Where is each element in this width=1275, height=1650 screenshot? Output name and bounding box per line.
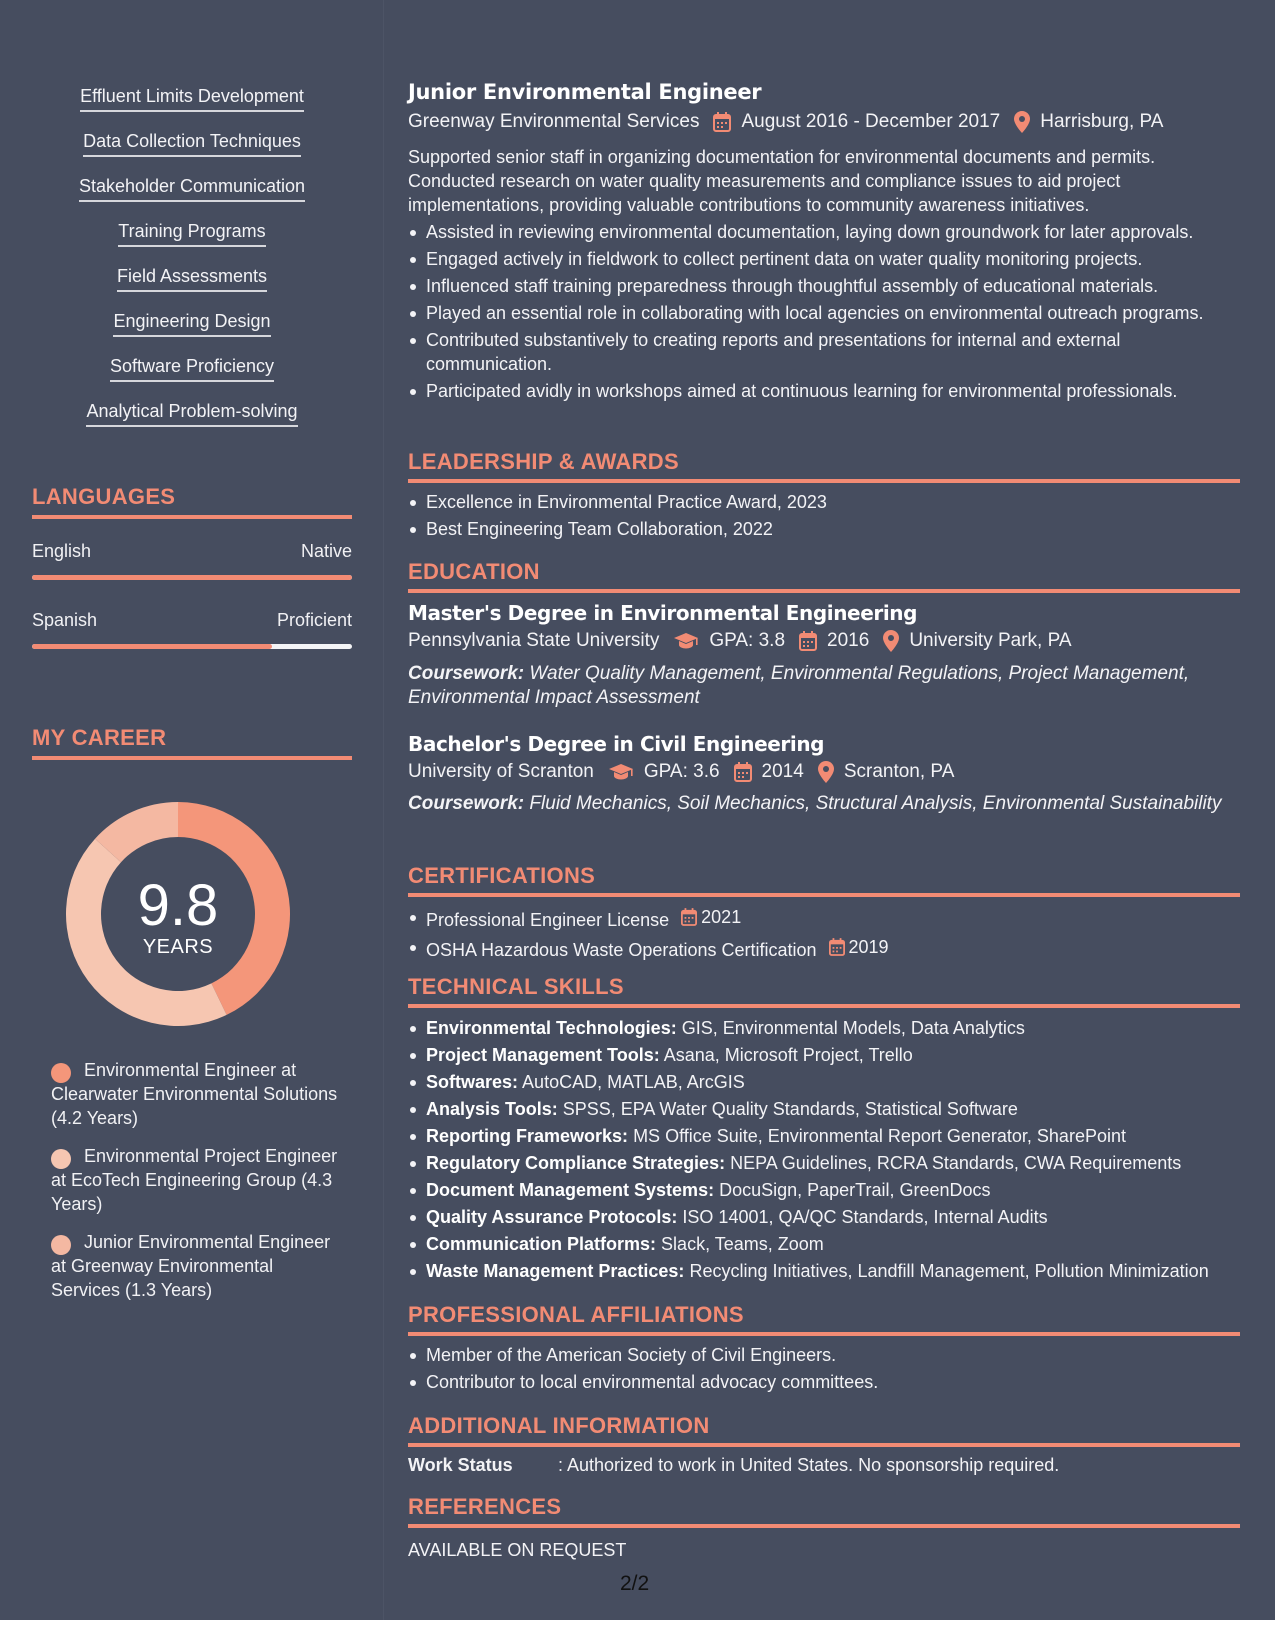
language-name: English (32, 541, 92, 561)
skill-item (32, 86, 352, 131)
certification-name: Professional Engineer License (426, 910, 670, 930)
affiliations-heading: PROFESSIONAL AFFILIATIONS (408, 1302, 1240, 1336)
skill-label: Analytical Problem-solving (86, 401, 297, 427)
job-summary: Supported senior staff in organizing documentation for environmental documents and permits. Conducted research on water quality measurements and compliance issues to aid project implementations, providing valuable contributions to community awareness initiatives. (408, 147, 1156, 215)
edu-degree: Bachelor's Degree in Civil Engineering (408, 732, 825, 756)
certification-item (408, 935, 1240, 962)
skill-key: Analysis Tools: (426, 1099, 558, 1119)
edu-coursework (408, 662, 1240, 710)
references-text: AVAILABLE ON REQUEST (408, 1540, 627, 1560)
skill-key: Regulatory Compliance Strategies: (426, 1153, 726, 1173)
edu-degree: Master's Degree in Environmental Engineering (408, 601, 918, 625)
skill-key: Project Management Tools: (426, 1045, 660, 1065)
skill-value: AutoCAD, MATLAB, ArcGIS (522, 1072, 745, 1092)
coursework-label: Coursework: (408, 793, 525, 814)
technical-skill-item (408, 1097, 1240, 1121)
skill-item (32, 131, 352, 176)
calendar-icon (799, 631, 817, 651)
career-legend-item (51, 1230, 341, 1302)
job-bullets (408, 220, 1240, 406)
calendar-icon (713, 112, 731, 132)
calendar-icon (829, 938, 845, 956)
languages-heading: LANGUAGES (32, 484, 352, 519)
calendar-icon (681, 908, 697, 926)
language-bar (32, 575, 352, 580)
affiliation-item: Member of the American Society of Civil Engineers. (408, 1343, 1240, 1367)
work-status-value: : Authorized to work in United States. No sponsorship required. (558, 1455, 1060, 1475)
job-company: Greenway Environmental Services (408, 111, 700, 132)
affiliations-list (408, 1343, 1240, 1397)
skill-value: Recycling Initiatives, Landfill Management, Pollution Minimization (689, 1261, 1209, 1281)
job-bullet: Engaged actively in fieldwork to collect pertinent data on water quality monitoring projects. (408, 247, 1240, 271)
edu-year: 2014 (761, 761, 804, 782)
skill-key: Quality Assurance Protocols: (426, 1207, 678, 1227)
edu-location: Scranton, PA (843, 761, 955, 782)
career-unit: YEARS (142, 936, 214, 958)
affiliation-item: Contributor to local environmental advocacy committees. (408, 1370, 1240, 1394)
skill-key: Environmental Technologies: (426, 1018, 677, 1038)
language-bar-fill (32, 575, 352, 580)
skill-label: Software Proficiency (110, 356, 274, 382)
skill-label: Stakeholder Communication (79, 176, 305, 202)
edu-location: University Park, PA (909, 630, 1072, 651)
leadership-item: Best Engineering Team Collaboration, 2022 (408, 517, 1240, 541)
skill-label: Training Programs (118, 221, 265, 247)
calendar-icon (734, 762, 752, 782)
technical-skills-heading: TECHNICAL SKILLS (408, 974, 1240, 1008)
career-heading: MY CAREER (32, 725, 352, 760)
leadership-heading: LEADERSHIP & AWARDS (408, 449, 1240, 483)
edu-meta (408, 761, 954, 783)
skill-value: Asana, Microsoft Project, Trello (663, 1045, 913, 1065)
skill-label: Effluent Limits Development (80, 86, 304, 112)
certifications-list (408, 905, 1240, 965)
skill-item (32, 266, 352, 311)
edu-gpa: GPA: 3.6 (643, 761, 720, 782)
location-pin-icon (818, 761, 834, 783)
location-pin-icon (1014, 111, 1030, 133)
job-bullet: Influenced staff training preparedness through thoughtful assembly of educational materials. (408, 274, 1240, 298)
legend-dot (51, 1235, 71, 1255)
skill-key: Softwares: (426, 1072, 519, 1092)
skill-key: Waste Management Practices: (426, 1261, 685, 1281)
skill-key: Reporting Frameworks: (426, 1126, 629, 1146)
skill-key: Document Management Systems: (426, 1180, 715, 1200)
technical-skill-item (408, 1259, 1240, 1283)
skill-value: DocuSign, PaperTrail, GreenDocs (719, 1180, 991, 1200)
technical-skill-item (408, 1151, 1240, 1175)
skill-item (32, 221, 352, 266)
language-bar (32, 644, 352, 649)
certification-year: 2021 (701, 907, 742, 927)
technical-skill-item (408, 1232, 1240, 1256)
certifications-heading: CERTIFICATIONS (408, 863, 1240, 897)
skill-value: MS Office Suite, Environmental Report Generator, SharePoint (633, 1126, 1126, 1146)
job-title: Junior Environmental Engineer (408, 80, 762, 104)
skill-value: GIS, Environmental Models, Data Analytics (681, 1018, 1025, 1038)
certification-date (681, 905, 741, 929)
career-legend (51, 1058, 341, 1316)
skill-item (32, 356, 352, 401)
job-bullet: Contributed substantively to creating reports and presentations for internal and external communication. (408, 328, 1240, 376)
language-level: Proficient (276, 610, 352, 630)
additional-info-heading: ADDITIONAL INFORMATION (408, 1413, 1240, 1447)
column-divider (383, 0, 384, 1620)
legend-label: Environmental Project Engineer at EcoTech Engineering Group (4.3 Years) (51, 1146, 338, 1214)
edu-school: Pennsylvania State University (408, 630, 660, 651)
skills-list (32, 86, 352, 446)
edu-coursework (408, 792, 1240, 816)
skill-value: SPSS, EPA Water Quality Standards, Statistical Software (562, 1099, 1018, 1119)
job-location: Harrisburg, PA (1040, 111, 1164, 132)
career-donut-center (66, 802, 290, 1026)
job-bullet: Played an essential role in collaborating with local agencies on environmental outreach programs. (408, 301, 1240, 325)
legend-label: Environmental Engineer at Clearwater Environmental Solutions (4.2 Years) (51, 1060, 338, 1128)
career-legend-item (51, 1144, 341, 1216)
technical-skill-item (408, 1205, 1240, 1229)
edu-meta (408, 630, 1072, 652)
technical-skill-item (408, 1043, 1240, 1067)
education-heading: EDUCATION (408, 559, 1240, 593)
certification-year: 2019 (848, 937, 889, 957)
technical-skill-item (408, 1016, 1240, 1040)
page-number: 2/2 (620, 1572, 650, 1595)
edu-year: 2016 (827, 630, 870, 651)
certification-date (829, 935, 889, 959)
skill-value: Slack, Teams, Zoom (661, 1234, 824, 1254)
job-bullet: Participated avidly in workshops aimed at continuous learning for environmental professionals. (408, 379, 1240, 403)
leadership-item: Excellence in Environmental Practice Award, 2023 (408, 490, 1240, 514)
technical-skill-item (408, 1178, 1240, 1202)
job-bullet: Assisted in reviewing environmental documentation, laying down groundwork for later approvals. (408, 220, 1240, 244)
technical-skills-list (408, 1016, 1240, 1286)
language-bar-fill (32, 644, 272, 649)
skill-item (32, 401, 352, 446)
language-level: Native (300, 541, 352, 561)
graduation-cap-icon (608, 763, 634, 781)
job-dates: August 2016 - December 2017 (741, 111, 1001, 132)
location-pin-icon (883, 630, 899, 652)
certification-name: OSHA Hazardous Waste Operations Certification (426, 940, 817, 960)
skill-value: ISO 14001, QA/QC Standards, Internal Audits (682, 1207, 1048, 1227)
edu-gpa: GPA: 3.8 (709, 630, 786, 651)
coursework-text: Water Quality Management, Environmental Regulations, Project Management, Environmental Impact Assessment (408, 663, 1190, 708)
technical-skill-item (408, 1070, 1240, 1094)
work-status-key: Work Status (408, 1455, 513, 1475)
edu-school: University of Scranton (408, 761, 594, 782)
career-legend-item (51, 1058, 341, 1130)
skill-value: NEPA Guidelines, RCRA Standards, CWA Requirements (730, 1153, 1182, 1173)
skill-item (32, 176, 352, 221)
coursework-label: Coursework: (408, 663, 525, 684)
certification-item (408, 905, 1240, 932)
language-name: Spanish (32, 610, 98, 630)
references-heading: REFERENCES (408, 1494, 1240, 1528)
legend-dot (51, 1063, 71, 1083)
skill-label: Data Collection Techniques (83, 131, 301, 157)
career-total: 9.8 (137, 873, 219, 938)
skill-label: Engineering Design (113, 311, 270, 337)
technical-skill-item (408, 1124, 1240, 1148)
job-meta (408, 111, 1163, 133)
skill-item (32, 311, 352, 356)
legend-dot (51, 1149, 71, 1169)
legend-label: Junior Environmental Engineer at Greenway Environmental Services (1.3 Years) (51, 1232, 331, 1300)
graduation-cap-icon (673, 632, 699, 650)
skill-key: Communication Platforms: (426, 1234, 657, 1254)
coursework-text: Fluid Mechanics, Soil Mechanics, Structural Analysis, Environmental Sustainability (529, 793, 1222, 814)
leadership-list (408, 490, 1240, 544)
skill-label: Field Assessments (117, 266, 267, 292)
